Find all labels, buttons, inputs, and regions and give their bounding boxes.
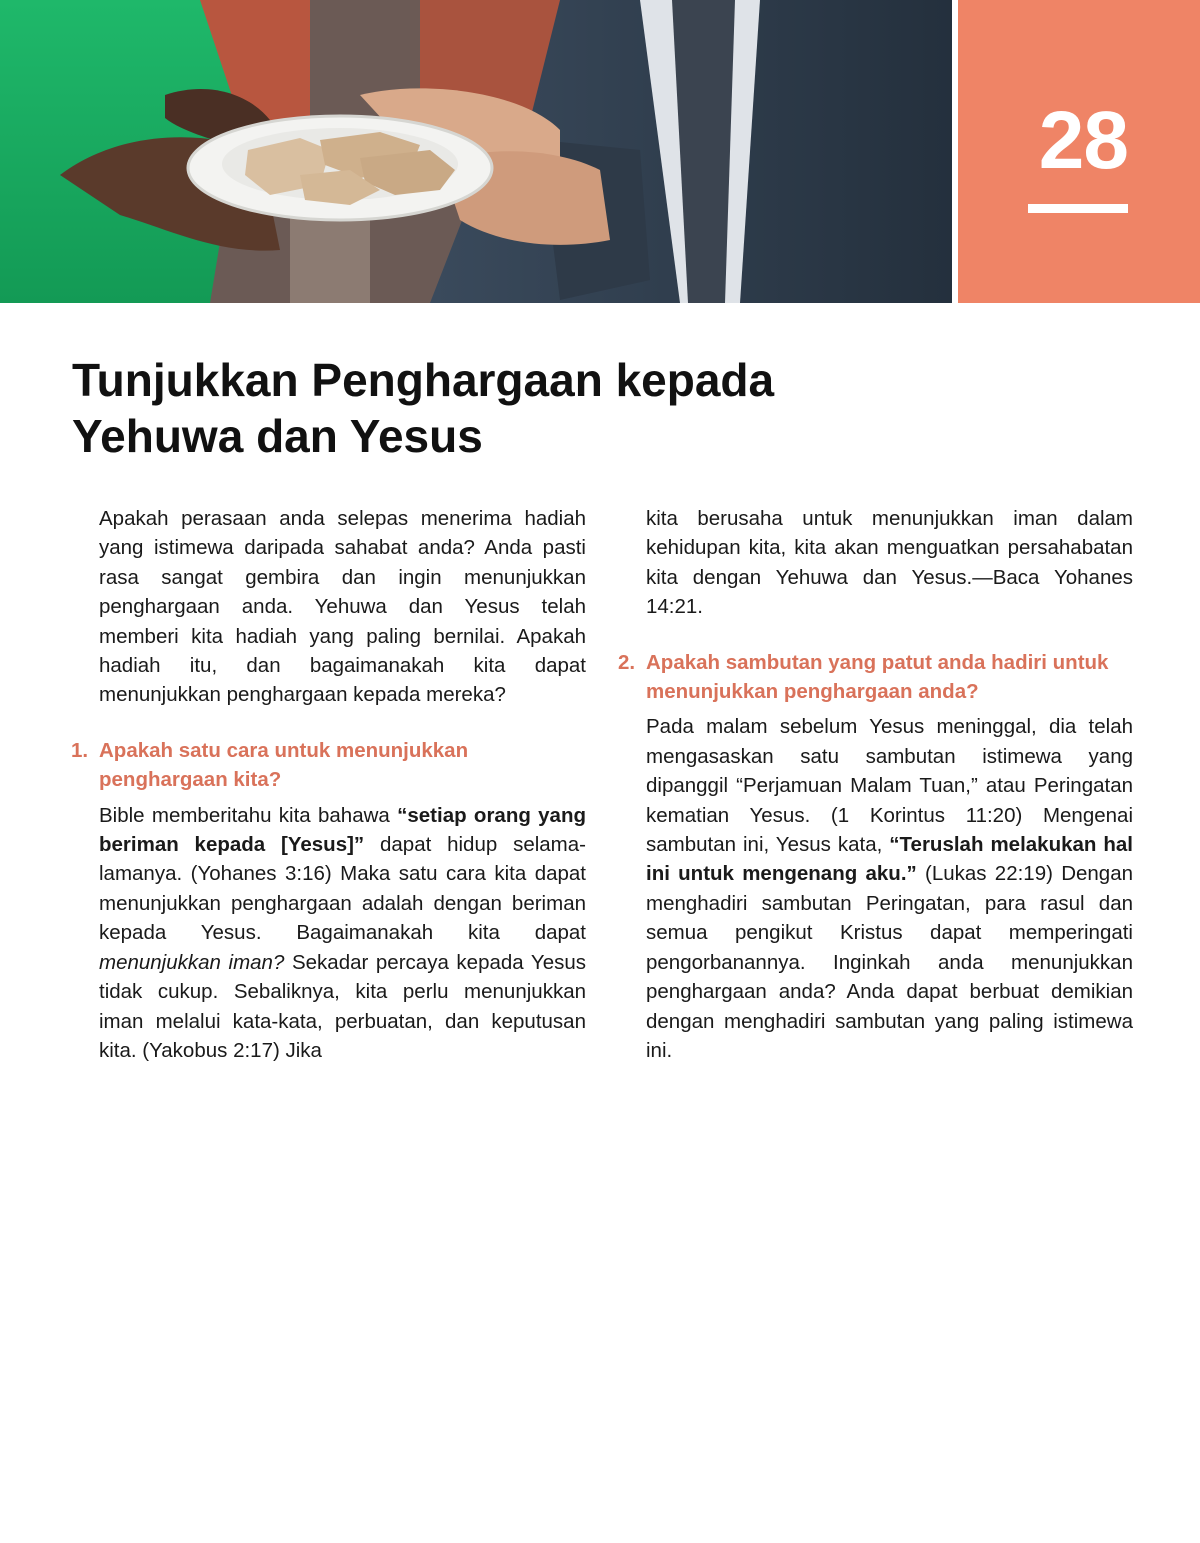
- answer-paragraph-1: [99, 801, 586, 1066]
- lesson-number-badge: [958, 0, 1200, 303]
- answer-paragraph-1-continued: kita berusaha untuk menunjukkan iman dalam kehidupan kita, kita akan menguatkan persahabatan kita dengan Yehuwa dan Yesus.—Baca Yohanes 14:21.: [646, 507, 1133, 619]
- page-title: Tunjukkan Penghargaan kepada Yehuwa dan Yesus: [72, 354, 775, 462]
- question-number: 1.: [71, 738, 89, 762]
- intro-paragraph: Apakah perasaan anda selepas menerima hadiah yang istimewa daripada sahabat anda? Anda pasti rasa sangat gembira dan ingin menunjukkan penghargaan anda. Yehuwa dan Yesus telah memberi kita hadiah yang paling bernilai. Apakah hadiah itu, dan bagaimanakah kita dapat menunjukkan penghargaan kepada mereka?: [99, 507, 586, 707]
- question-heading-1: [71, 736, 586, 795]
- question-text: Apakah sambutan yang patut anda hadiri untuk menunjukkan penghargaan anda?: [646, 650, 1109, 704]
- badge-underline: [1028, 204, 1128, 213]
- bold-quote: “setiap orang yang beriman kepada [Yesus]”: [99, 803, 587, 857]
- text-run: (Lukas 22:19) Dengan menghadiri sambutan Peringatan, para rasul dan semua pengikut Kristus dapat memperingati pengorbanannya. Inginkah anda menunjukkan penghargaan anda? Anda dapat berbuat demikian dengan menghadiri sambutan yang paling istimewa ini.: [646, 862, 1133, 1062]
- question-number: 2.: [618, 650, 636, 674]
- question-text: Apakah satu cara untuk menunjukkan penghargaan kita?: [99, 738, 469, 792]
- left-column: [71, 504, 587, 1065]
- text-run: Bible memberitahu kita bahawa: [99, 803, 398, 827]
- text-run: Sekadar percaya kepada Yesus tidak cukup. Sebaliknya, kita perlu menunjukkan iman melalui kata-kata, perbuatan, dan keputusan kita. (Yakobus 2:17) Jika: [99, 950, 586, 1062]
- right-column: [618, 504, 1134, 1065]
- lesson-number: 28: [1038, 95, 1128, 186]
- question-heading-2: [618, 648, 1133, 707]
- answer-paragraph-2: [646, 712, 1133, 1065]
- italic-emphasis: menunjukkan iman?: [99, 950, 285, 974]
- hero-photo: [0, 0, 952, 303]
- text-run: Pada malam sebelum Yesus meninggal, dia telah mengasaskan satu sambutan istimewa yang dipanggil “Perjamuan Malam Tuan,” atau Peringatan kematian Yesus. (1 Korintus 11:20) Mengenai sambutan ini, Yesus kata,: [646, 715, 1133, 857]
- text-run: dapat hidup selama-lamanya. (Yohanes 3:16) Maka satu cara kita dapat menunjukkan penghargaan adalah dengan beriman kepada Yesus. Bagaimanakah kita dapat: [99, 833, 586, 945]
- bold-quote: “Teruslah melakukan hal ini untuk mengenang aku.”: [646, 833, 1134, 886]
